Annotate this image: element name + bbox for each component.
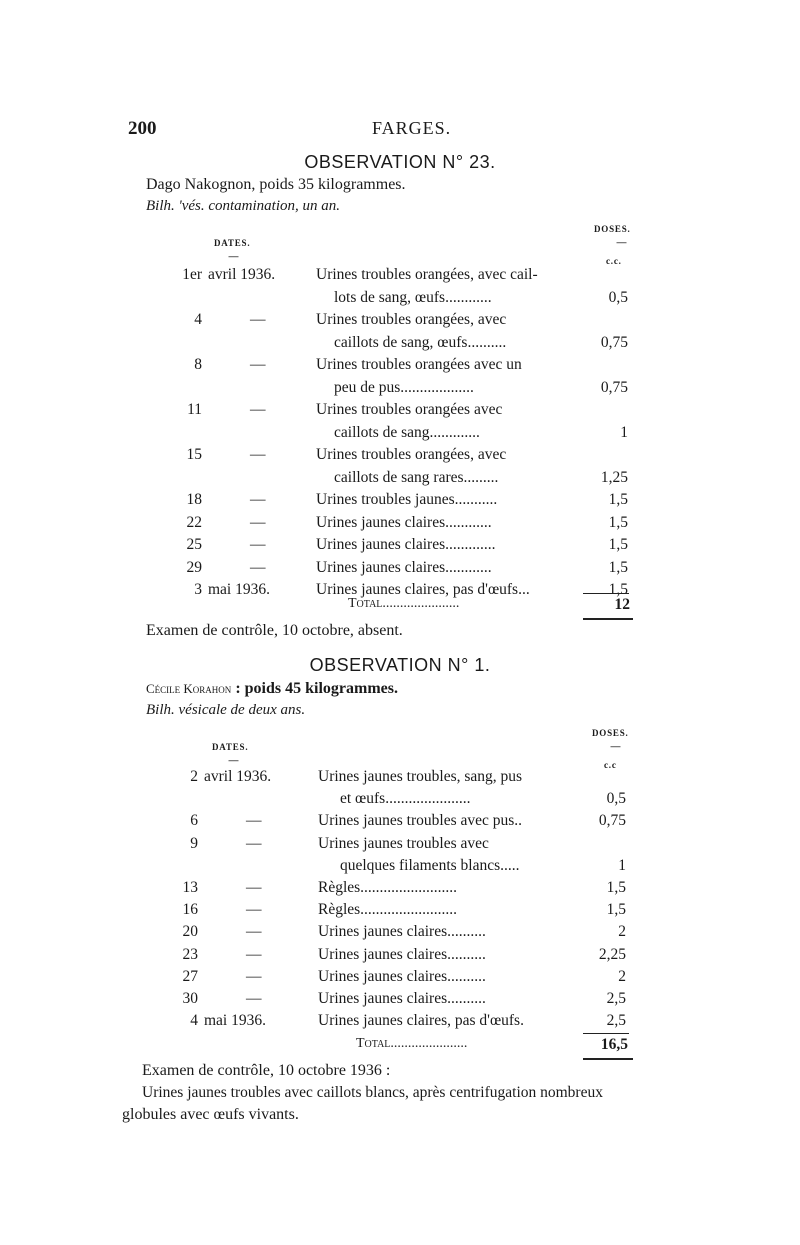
row-day: 11: [187, 401, 202, 418]
row-dose: 1,5: [608, 558, 628, 576]
row-description: Urines jaunes troubles avec: [318, 834, 489, 852]
row-day: 9: [190, 834, 198, 852]
total-label: Total......................: [348, 596, 460, 611]
row-description: Urines troubles orangées avec un: [316, 356, 522, 373]
table-row: [0, 812, 800, 834]
table-row: [0, 946, 800, 968]
table-row: [0, 266, 800, 288]
row-description: Urines troubles jaunes...........: [316, 491, 498, 508]
row-description: Urines jaunes troubles avec pus..: [318, 812, 523, 830]
row-dose: 1,25: [600, 468, 628, 486]
row-description: et œufs......................: [340, 790, 471, 808]
row-day: 15: [186, 446, 202, 463]
row-dose: 1: [618, 856, 626, 874]
row-day: 23: [182, 945, 198, 963]
row-month: avril 1936.: [208, 266, 276, 283]
table-row: [0, 835, 800, 857]
row-day: 4: [194, 311, 202, 328]
row-dose: 1,5: [608, 581, 628, 598]
running-title: FARGES.: [372, 118, 452, 138]
total-underline: [583, 618, 633, 620]
row-day: 4: [190, 1012, 198, 1030]
control-exam-2: Examen de contrôle, 10 octobre 1936 :: [142, 1062, 391, 1079]
row-description: Urines jaunes troubles, sang, pus: [318, 768, 523, 785]
row-month: —: [250, 446, 266, 463]
total-value-2: 16,5: [600, 1036, 628, 1053]
row-description: Urines jaunes claires..........: [318, 945, 486, 963]
row-description: Urines troubles orangées, avec: [316, 311, 507, 328]
table-row: [0, 446, 800, 468]
table-row: [0, 559, 800, 581]
table-row: [0, 289, 800, 311]
row-dose: 1,5: [608, 513, 628, 531]
dates-header: DATES.: [214, 238, 251, 248]
diagnosis-line-2: Bilh. vésicale de deux ans.: [146, 702, 306, 718]
row-dose: 0,5: [606, 790, 626, 808]
row-description: Urines troubles orangées avec: [316, 401, 503, 418]
row-day: 8: [194, 356, 202, 373]
doses-header: DOSES.: [594, 224, 631, 234]
doses-unit: c.c.: [606, 256, 622, 266]
row-month: —: [246, 834, 262, 852]
row-month: —: [250, 356, 266, 373]
observation-title: OBSERVATION N° 23.: [304, 152, 496, 172]
total-label-2: Total......................: [356, 1036, 468, 1051]
doses-dash-2: —: [610, 740, 621, 753]
row-day: 1er: [182, 266, 202, 283]
row-month: —: [246, 945, 262, 963]
dates-header-2: DATES.: [212, 742, 249, 752]
row-description: caillots de sang rares.........: [334, 468, 499, 486]
doses-unit-2: c.c: [604, 760, 617, 770]
row-day: 30: [182, 990, 198, 1007]
row-month: —: [250, 401, 266, 418]
row-day: 2: [190, 768, 198, 785]
row-dose: 0,75: [600, 378, 628, 396]
row-description: Urines jaunes claires, pas d'œufs.: [318, 1012, 524, 1030]
table-row: [0, 514, 800, 536]
dates-dash: —: [228, 250, 239, 263]
row-month: —: [250, 311, 266, 328]
table-row: [0, 469, 800, 491]
table-row: [0, 311, 800, 333]
row-description: Urines jaunes claires..........: [318, 990, 486, 1007]
patient-name: Cécile Korahon: [146, 681, 232, 696]
row-dose: 1,5: [606, 879, 626, 896]
row-description: Règles.........................: [318, 901, 458, 919]
table-row: [0, 334, 800, 356]
row-day: 13: [182, 879, 198, 896]
row-description: Urines troubles orangées, avec cail-: [316, 266, 538, 283]
row-dose: 2,25: [598, 945, 626, 963]
row-description: Urines jaunes claires..........: [318, 967, 486, 985]
row-month: mai 1936.: [208, 581, 270, 598]
table-row: [0, 790, 800, 812]
row-month: —: [246, 967, 262, 985]
control-exam-result-cont: globules avec œufs vivants.: [122, 1106, 299, 1123]
row-dose: 0,75: [598, 812, 626, 830]
row-description: caillots de sang.............: [334, 423, 480, 441]
row-day: 18: [186, 491, 202, 508]
table-row: [0, 968, 800, 990]
row-dose: 2: [618, 923, 626, 941]
diagnosis-line: Bilh. 'vés. contamination, un an.: [146, 198, 341, 214]
table-row: [0, 901, 800, 923]
row-month: —: [246, 923, 262, 941]
row-dose: 1,5: [608, 536, 628, 553]
table-row: [0, 857, 800, 879]
total-underline-2: [583, 1058, 633, 1060]
table-row: [0, 491, 800, 513]
page-number: 200: [128, 118, 157, 139]
patient-line: Dago Nakognon, poids 35 kilogrammes.: [146, 176, 406, 193]
row-description: Urines jaunes claires............: [316, 558, 492, 576]
row-description: peu de pus...................: [334, 378, 474, 396]
row-dose: 1,5: [606, 901, 626, 919]
row-day: 25: [186, 536, 202, 553]
row-month: —: [250, 491, 266, 508]
row-description: caillots de sang, œufs..........: [334, 333, 507, 351]
running-head: [128, 118, 648, 142]
observation-title-2: OBSERVATION N° 1.: [309, 655, 491, 675]
row-dose: 0,5: [608, 288, 628, 306]
row-description: lots de sang, œufs............: [334, 288, 492, 306]
table-row: [0, 923, 800, 945]
total-row: [0, 596, 800, 618]
row-description: Urines troubles orangées, avec: [316, 446, 507, 463]
dates-dash-2: —: [228, 754, 239, 767]
row-month: mai 1936.: [204, 1012, 266, 1030]
table-row: [0, 879, 800, 901]
row-dose: 1: [620, 423, 628, 441]
row-day: 29: [186, 558, 202, 576]
row-dose: 0,75: [600, 333, 628, 351]
row-description: Urines jaunes claires.............: [316, 536, 496, 553]
table-row: [0, 379, 800, 401]
table-row: [0, 990, 800, 1012]
row-dose: 1,5: [608, 491, 628, 508]
table-row: [0, 1012, 800, 1034]
row-day: 22: [186, 513, 202, 531]
row-description: quelques filaments blancs.....: [340, 856, 520, 874]
patient-weight: : poids 45 kilogrammes.: [231, 680, 398, 697]
row-month: —: [250, 513, 266, 531]
table-row: [0, 536, 800, 558]
patient-line-2: [146, 680, 398, 698]
row-day: 20: [182, 923, 198, 941]
table-row: [0, 768, 800, 790]
row-dose: 2,5: [606, 1012, 626, 1030]
total-value: 12: [614, 596, 630, 613]
row-day: 6: [190, 812, 198, 830]
total-rule: [583, 593, 629, 594]
row-month: —: [250, 536, 266, 553]
row-day: 27: [182, 967, 198, 985]
row-day: 16: [182, 901, 198, 919]
row-month: —: [246, 879, 262, 896]
table-row: [0, 356, 800, 378]
doses-header-2: DOSES.: [592, 728, 629, 738]
row-dose: 2,5: [606, 990, 626, 1007]
row-month: —: [246, 901, 262, 919]
row-description: Urines jaunes claires, pas d'œufs...: [316, 581, 530, 598]
row-dose: 2: [618, 967, 626, 985]
table-row: [0, 401, 800, 423]
row-day: 3: [194, 581, 202, 598]
row-description: Règles.........................: [318, 879, 458, 896]
row-month: avril 1936.: [204, 768, 272, 785]
table-row: [0, 424, 800, 446]
row-month: —: [250, 558, 266, 576]
row-month: —: [246, 812, 262, 830]
total-rule-2: [583, 1033, 629, 1034]
row-description: Urines jaunes claires..........: [318, 923, 486, 941]
control-exam: Examen de contrôle, 10 octobre, absent.: [146, 622, 403, 639]
doses-dash: —: [616, 236, 627, 249]
row-description: Urines jaunes claires............: [316, 513, 492, 531]
total-row-2: [0, 1036, 800, 1058]
control-exam-result: Urines jaunes troubles avec caillots blancs, après centrifugation nombreux: [142, 1084, 603, 1101]
row-month: —: [246, 990, 262, 1007]
